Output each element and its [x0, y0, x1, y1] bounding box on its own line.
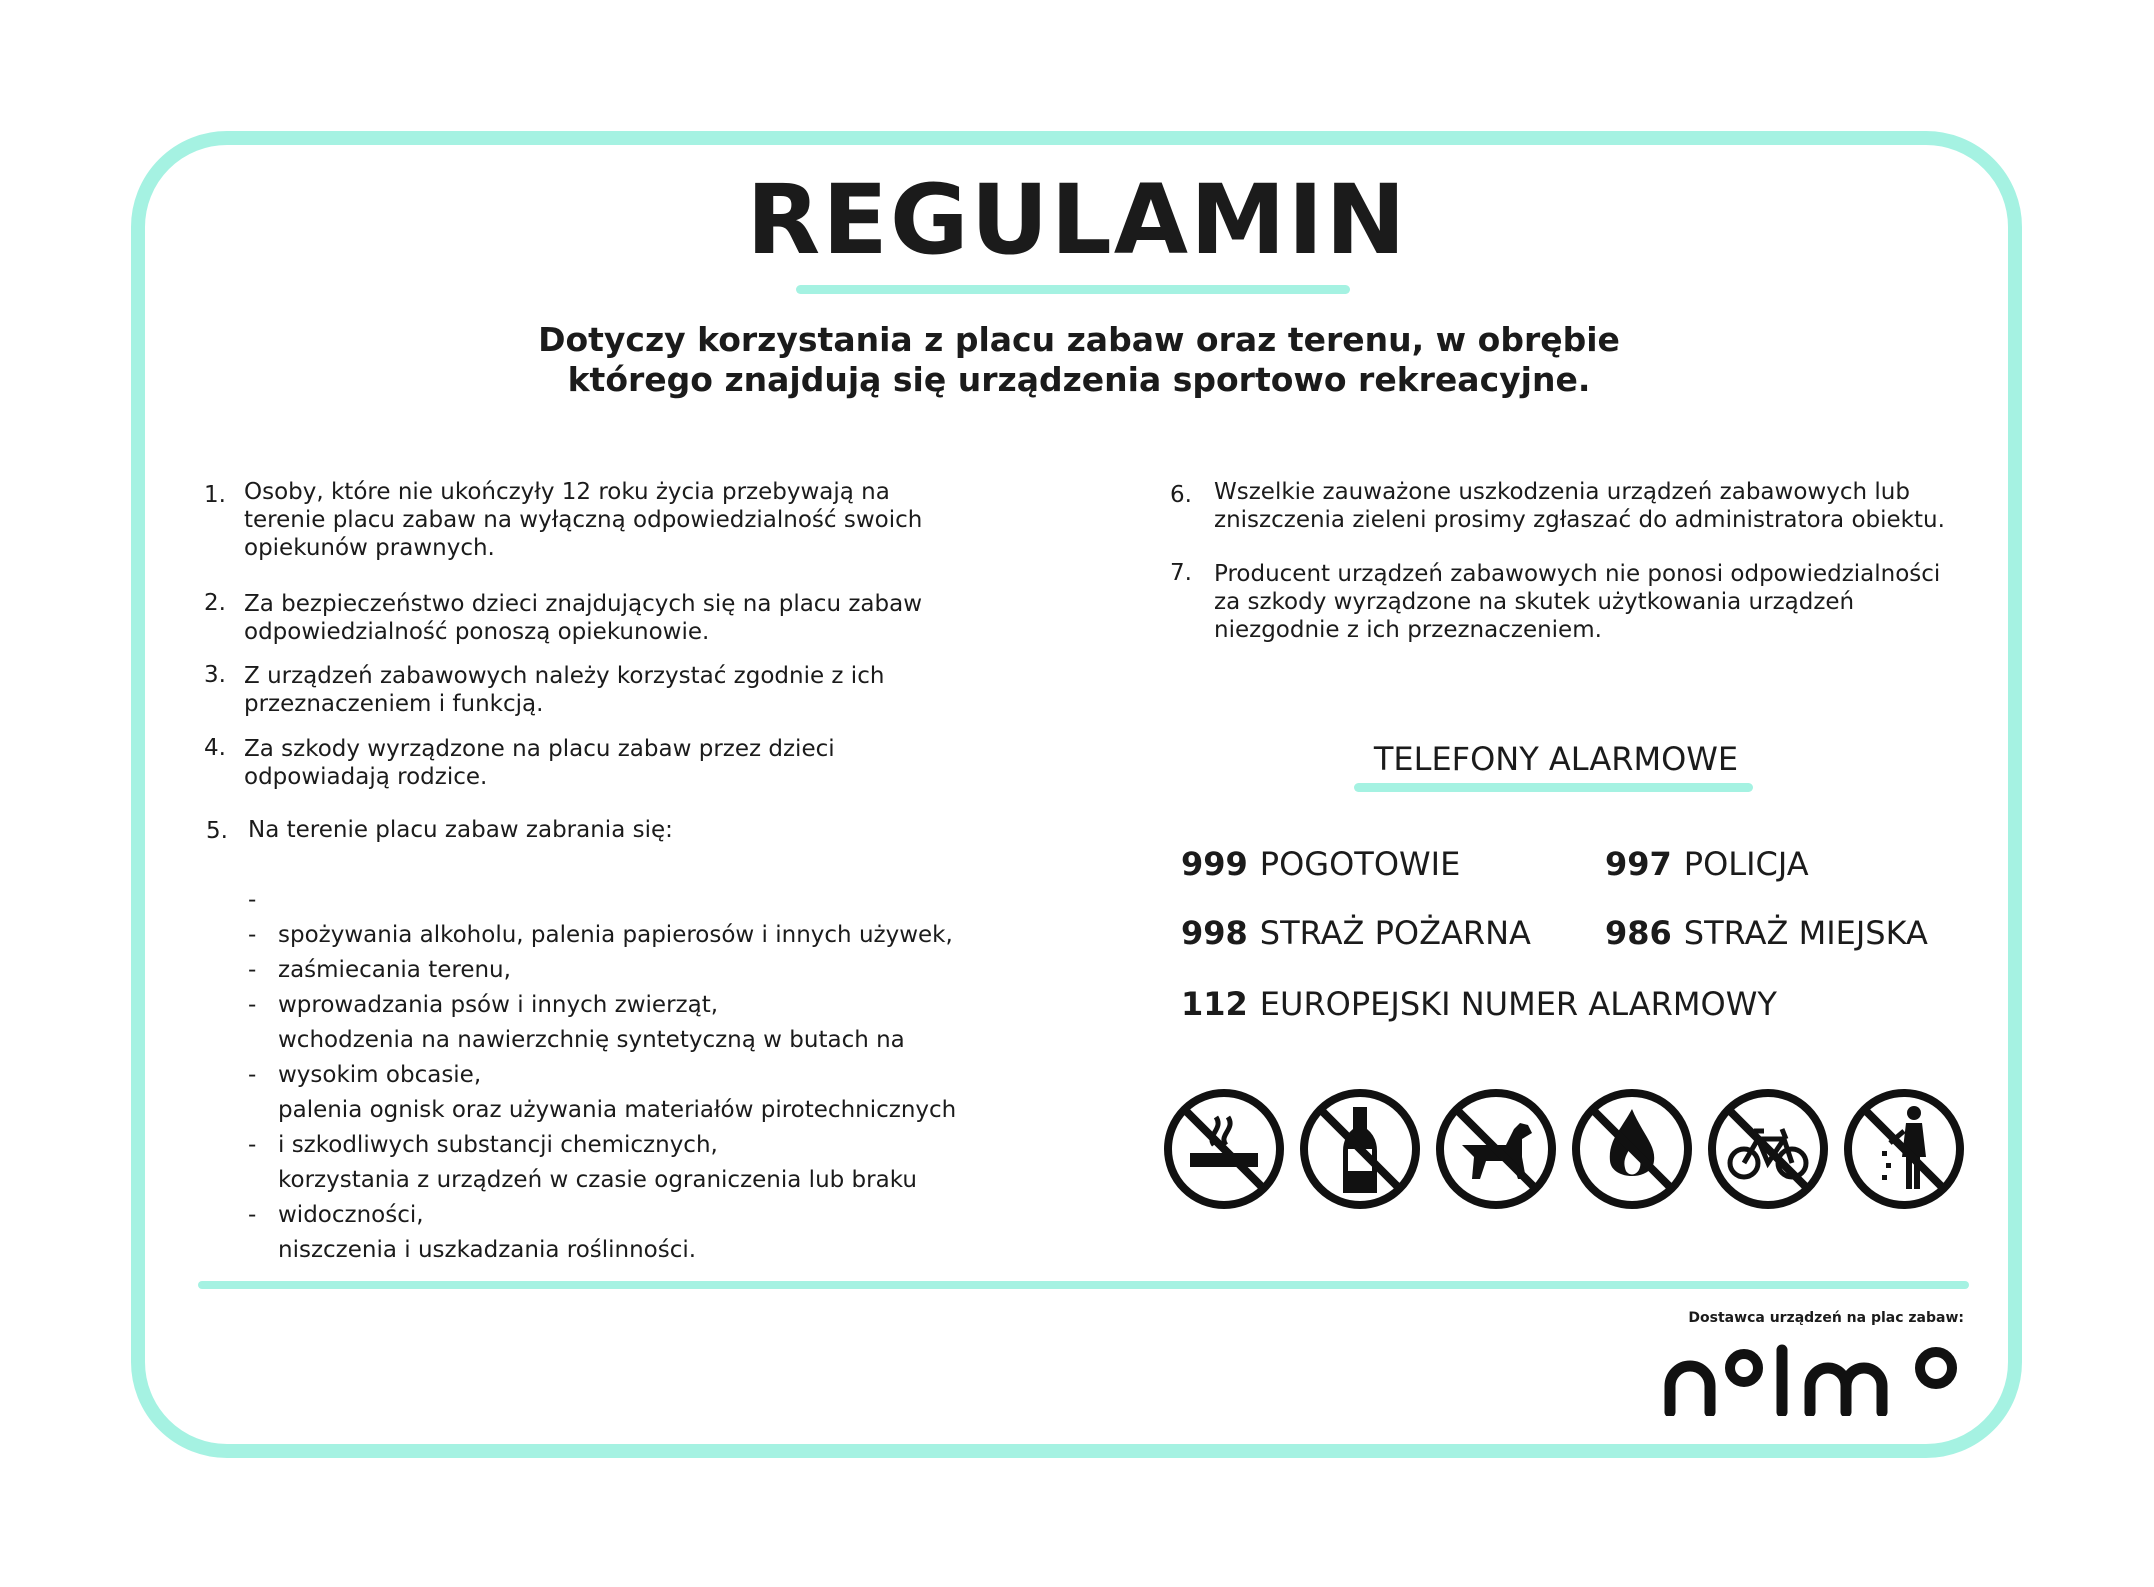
prohibition-text: palenia ognisk oraz używania materiałów pirotechnicznych i szkodliwych substancji chemicznych, [278, 1097, 957, 1158]
rule-number: 6. [1170, 482, 1192, 508]
rule-text: Wszelkie zauważone uszkodzenia urządzeń zabawowych lub zniszczenia zieleni prosimy zgłaszać do administratora obiektu. [1214, 479, 1945, 533]
bottom-divider [198, 1281, 1969, 1289]
phones-underline [1354, 783, 1753, 792]
rule-number: 5. [206, 818, 228, 844]
phone-entry [1605, 845, 1809, 883]
phone-label: STRAŻ MIEJSKA [1683, 914, 1928, 952]
no-fire-icon [1570, 1087, 1694, 1211]
phone-number: 998 [1181, 914, 1248, 952]
prohibition-text: wprowadzania psów i innych zwierząt, [278, 992, 719, 1018]
dash: - [248, 922, 257, 948]
rule-text: Producent urządzeń zabawowych nie ponosi odpowiedzialności za szkody wyrządzone na skutek użytkowania urządzeń niezgodnie z ich przeznaczeniem. [1214, 561, 1941, 643]
no-bicycles-icon [1706, 1087, 1830, 1211]
phone-label: POGOTOWIE [1259, 845, 1461, 883]
rule-text: Osoby, które nie ukończyły 12 roku życia przebywają na terenie placu zabaw na wyłączną odpowiedzialność swoich opiekunów prawnych. [244, 479, 923, 561]
page-title: REGULAMIN [746, 164, 1408, 276]
phone-label: EUROPEJSKI NUMER ALARMOWY [1259, 985, 1777, 1023]
dash: - [248, 887, 257, 913]
phone-number: 112 [1181, 985, 1248, 1023]
rule-text: Na terenie placu zabaw zabrania się: [248, 817, 673, 843]
subtitle: Dotyczy korzystania z placu zabaw oraz terenu, w obrębie którego znajdują się urządzenia sportowo rekreacyjne. [538, 320, 1620, 399]
phones-title: TELEFONY ALARMOWE [1373, 740, 1739, 778]
no-smoking-icon [1162, 1087, 1286, 1211]
phone-entry [1181, 914, 1531, 952]
rule-number: 2. [204, 590, 226, 616]
rule-text: Za bezpieczeństwo dzieci znajdujących się na placu zabaw odpowiedzialność ponoszą opiekunowie. [244, 591, 923, 645]
dash: - [248, 1062, 257, 1088]
dash: - [248, 1202, 257, 1228]
dash: - [248, 1132, 257, 1158]
phone-entry [1181, 845, 1460, 883]
no-dogs-icon [1434, 1087, 1558, 1211]
title-underline [796, 285, 1350, 294]
prohibition-text: zaśmiecania terenu, [278, 957, 511, 983]
rule-text: Z urządzeń zabawowych należy korzystać zgodnie z ich przeznaczeniem i funkcją. [244, 663, 885, 717]
rule-text: Za szkody wyrządzone na placu zabaw przez dzieci odpowiadają rodzice. [244, 736, 835, 790]
phone-entry [1605, 914, 1928, 952]
phone-label: STRAŻ POŻARNA [1259, 914, 1531, 952]
rule-number: 3. [204, 662, 226, 688]
phone-number: 999 [1181, 845, 1248, 883]
rule-number: 1. [204, 482, 226, 508]
phone-number: 986 [1605, 914, 1672, 952]
phone-label: POLICJA [1683, 845, 1809, 883]
supplier-label: Dostawca urządzeń na plac zabaw: [1688, 1310, 1964, 1326]
prohibition-text: korzystania z urządzeń w czasie ograniczenia lub braku widoczności, [278, 1167, 917, 1228]
rule-number: 4. [204, 735, 226, 761]
no-alcohol-icon [1298, 1087, 1422, 1211]
prohibition-text: niszczenia i uszkadzania roślinności. [278, 1237, 697, 1263]
prohibition-text: spożywania alkoholu, palenia papierosów i innych używek, [278, 922, 953, 948]
nolmo-logo [1664, 1344, 1969, 1416]
prohibition-text: wchodzenia na nawierzchnię syntetyczną w butach na wysokim obcasie, [278, 1027, 905, 1088]
no-littering-icon [1842, 1087, 1966, 1211]
dash: - [248, 992, 257, 1018]
phone-entry [1181, 985, 1777, 1023]
dash: - [248, 957, 257, 983]
rule-number: 7. [1170, 560, 1192, 586]
phone-number: 997 [1605, 845, 1672, 883]
